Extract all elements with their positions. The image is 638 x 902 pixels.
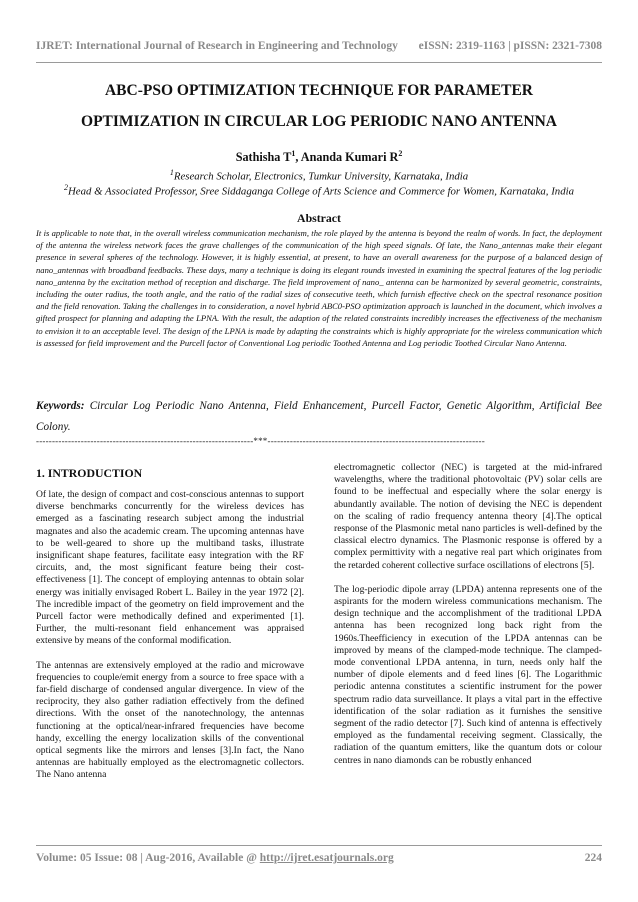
footer-rule: [36, 845, 602, 846]
affiliation-1-text: Research Scholar, Electronics, Tumkur University, Karnataka, India: [173, 170, 469, 183]
author-2: Ananda Kumari R: [300, 150, 399, 165]
journal-link[interactable]: http://ijret.esatjournals.org: [259, 852, 394, 864]
intro-paragraph-2: The antennas are extensively employed at the radio and microwave frequencies to couple/emit energy from a source to free space with a far-field discharge of condensed angular divergence. In view of the reciprocity, they also gather radiation effectively from the defined directions. With the onset of the nanotechnology, the antennas functioning at the optical/near-infrared frequencies have become handy, excelling the energy localization skills of the conventional optical segments like the mirrors and lenses [3].In fact, the Nano antennas are habitually employed as the electromagnetic collectors. The Nano antenna: [36, 659, 304, 781]
page-footer: [36, 852, 602, 864]
section-separator: --------------------------------------------------------------------***--------------------------------------------------------------------: [36, 436, 485, 446]
keywords: [36, 396, 602, 438]
intro-paragraph-4: The log-periodic dipole array (LPDA) antenna represents one of the aspirants for the modern wireless communications mechanism. The design technique and the accomplishment of the traditional LPDA antenna has been recognized long back right from the 1960s.Theefficiency in execution of the LPDA antennas can be improved by means of the clamped-mode technique. The clamped-mode conventional LPDA antenna, in turn, needs only half the number of dipole elements and d feed lines [6]. The Logarithmic periodic antenna constitutes a scientific instrument for the power spectrum radio data surveillance. It plays a vital part in the effective identification of the solar radiation as it furnishes the sensitive segment of the radio detector [7]. Such kind of antenna is effectively employed as the fundamental receiving segment. Classically, the radiation of the quantum emitters, like the quantum dots or colour centres in nano diamonds can be robustly enhanced: [334, 583, 602, 766]
keywords-text: Circular Log Periodic Nano Antenna, Field Enhancement, Purcell Factor, Genetic Algorithm, Artificial Bee Colony.: [36, 400, 602, 433]
header-rule: [36, 62, 602, 63]
left-column: [36, 462, 304, 794]
affiliation-2-text: Head & Associated Professor, Sree Siddaganga College of Arts Science and Commerce for Women, Karnataka, India: [68, 185, 574, 198]
author-separator: ,: [295, 150, 301, 165]
intro-heading: 1. INTRODUCTION: [36, 466, 143, 480]
affiliation-2: [36, 181, 602, 199]
footer-prefix: Volume: 05 Issue: 08 | Aug-2016, Available @: [36, 852, 260, 864]
intro-paragraph-3: electromagnetic collector (NEC) is targeted at the mid-infrared wavelengths, where the traditional photovoltaic (PV) solar cells are found to be ineffectual and especially where the solar energy is abundantly available. The notion of devising the NEC is dependent on the scaling of radio frequency antenna theory [4].The optical response of the Plasmonic metal nano particles is well-defined by the classical electro dynamics. The Plasmonic response is offered by a complex permittivity with a negative real part which originates from the retarded coherent collective surface oscillations of electrons [5].: [334, 462, 602, 571]
issn: eISSN: 2319-1163 | pISSN: 2321-7308: [418, 40, 602, 52]
page-header: [36, 40, 602, 52]
abstract-heading: Abstract: [297, 211, 341, 225]
page-number: 224: [584, 852, 602, 864]
footer-volume: [36, 852, 394, 864]
authors: [36, 149, 602, 165]
intro-paragraph-1: Of late, the design of compact and cost-conscious antennas to support diverse benchmarks concurrently for the wireless devices has emerged as a fascinating research subject among the industrial magnates and also the academic cream. The upcoming antennas have to be well-geared to shore up the multiband tasks, illustrate insignificant shape features, facilitate easy integration with the RF circuits, and, the most significant feature being their cost-effectiveness [1]. The concept of employing antennas to obtain solar energy was initially envisaged Robert L. Bailey in the year 1972 [2]. The incredible impact of the geometry on field improvement and the Purcell factor were methodically defined and experimented [1]. Further, the multi-resonant field enhancement was appraised extensive by means of the conformal modification.: [36, 489, 304, 647]
paper-title: [36, 75, 602, 137]
right-column: [334, 462, 602, 779]
author-1: Sathisha T: [235, 150, 292, 165]
journal-name: IJRET: International Journal of Research in Engineering and Technology: [36, 40, 398, 52]
author-1-sup: 1: [291, 149, 296, 158]
title-line-2: OPTIMIZATION IN CIRCULAR LOG PERIODIC NANO ANTENNA: [81, 113, 557, 130]
keywords-label: Keywords:: [36, 400, 85, 412]
affiliation-2-sup: 2: [64, 183, 68, 192]
abstract-text: It is applicable to note that, in the overall wireless communication mechanism, the role played by the antenna is beyond the realm of words. In fact, the deployment of the antenna the wireless network faces the grave challenges of the communication of the high speed signals. Of late, the Nano_antennas make their elegant presence in several spheres of the technology. However, it is highly essential, at present, to have an overall awareness for the purpose of a balanced design of nano_antennas with broadband feedbacks. These days, many a technique is doing its elegant rounds invested in examining the spectral features of the log periodic nano_antenna by the excitation method of reception and discharge. The field improvement of nano_ antenna can be harmonized by several geometric, constraints, including the outer radius, the tooth angle, and the ratio of the radial sizes of consecutive teeth, which furnish effective check on the spectral resonance position and the field renovation. Taking the challenges in to consideration, a novel hybrid ABC0-PSO optimization approach is launched in the document, which involves a gifted prospect for planning and adapting the LPNA. With the result, the adaption of the related constraints incredibly increases the effectiveness of the mechanism to envision it to an acceptable level. The design of the LPNA is made by adapting the constraints which is highly appropriate for the wireless communication which is assessed for field improvement and the Purcell factor of Conventional Log periodic Toothed Antenna and Log periodic Toothed Circular Nano Antenna.: [36, 228, 602, 348]
affiliation-1-sup: 1: [169, 168, 174, 177]
author-2-sup: 2: [398, 149, 403, 158]
title-line-1: ABC-PSO OPTIMIZATION TECHNIQUE FOR PARAMETER: [104, 82, 533, 99]
